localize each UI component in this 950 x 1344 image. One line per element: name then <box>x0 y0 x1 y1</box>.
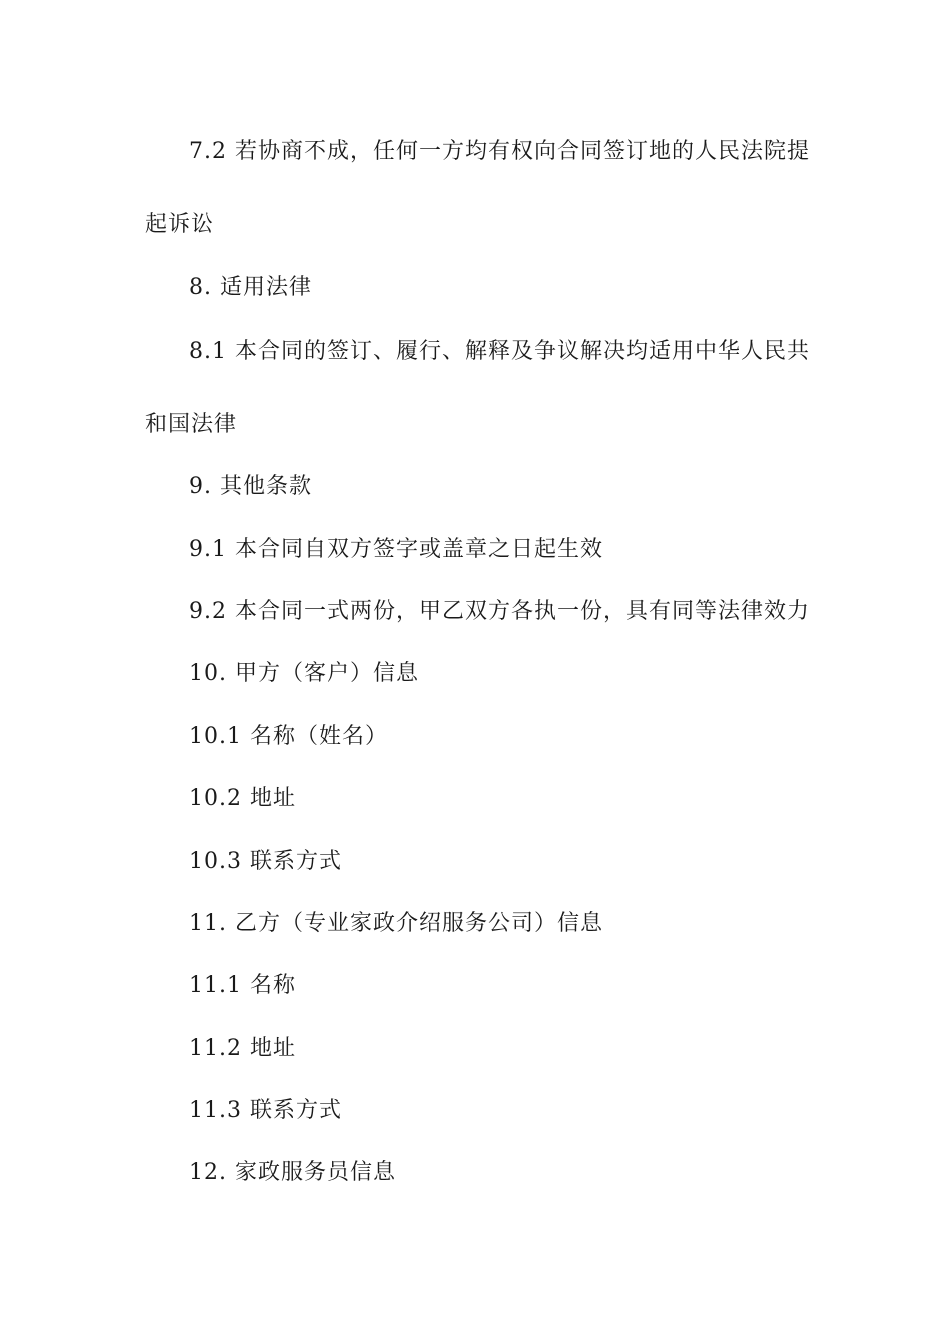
section-11-heading: 11. 乙方（专业家政介绍服务公司）信息 <box>189 911 603 936</box>
clause-7-2-line-2: 起诉讼 <box>145 212 215 237</box>
clause-9-1: 9.1 本合同自双方签字或盖章之日起生效 <box>189 537 603 562</box>
section-9-heading: 9. 其他条款 <box>189 474 312 499</box>
clause-7-2-line-1: 7.2 若协商不成，任何一方均有权向合同签订地的人民法院提 <box>189 139 810 164</box>
section-10-heading: 10. 甲方（客户）信息 <box>189 661 419 686</box>
clause-11-3: 11.3 联系方式 <box>189 1098 342 1123</box>
clause-8-1-line-2: 和国法律 <box>145 412 238 437</box>
section-12-heading: 12. 家政服务员信息 <box>189 1160 396 1185</box>
section-8-heading: 8. 适用法律 <box>189 275 312 300</box>
clause-11-1: 11.1 名称 <box>189 973 296 998</box>
clause-10-3: 10.3 联系方式 <box>189 849 342 874</box>
clause-11-2: 11.2 地址 <box>189 1036 296 1061</box>
clause-8-1-line-1: 8.1 本合同的签订、履行、解释及争议解决均适用中华人民共 <box>189 339 810 364</box>
clause-10-2: 10.2 地址 <box>189 786 296 811</box>
clause-9-2: 9.2 本合同一式两份，甲乙双方各执一份，具有同等法律效力 <box>189 599 810 624</box>
clause-10-1: 10.1 名称（姓名） <box>189 724 388 749</box>
